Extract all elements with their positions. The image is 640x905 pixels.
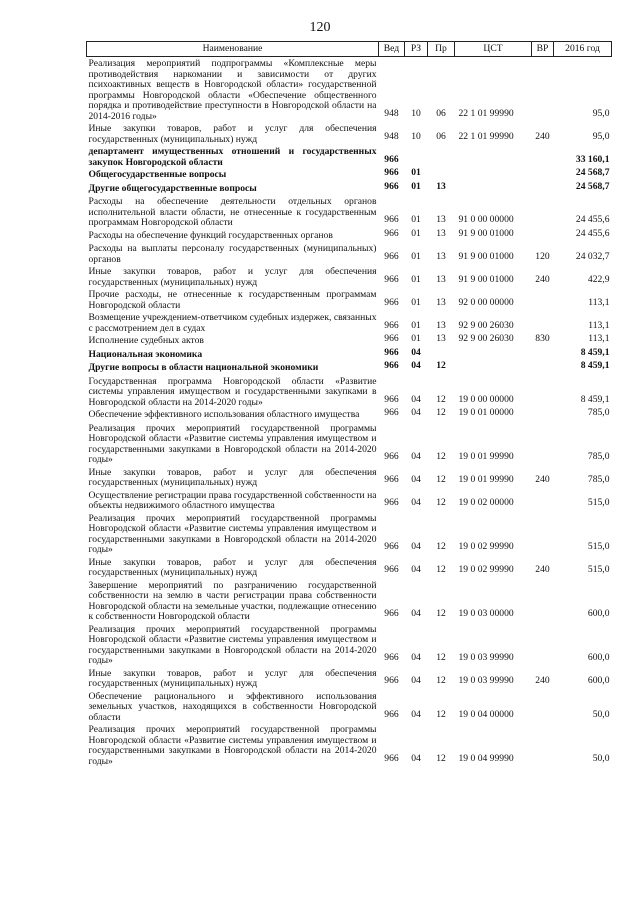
- cell-sum: 24 455,6: [575, 214, 610, 225]
- cell-name: Реализация прочих мероприятий государственной программы Новгородской области «Развитие системы управления имуществом и государственными закупками в Новгородской области на 2014-2020 годы»: [88, 512, 377, 555]
- cell-rz: 10: [411, 107, 421, 119]
- cell-rz: 01: [411, 319, 421, 331]
- cell-vr: [532, 348, 554, 362]
- cell-rz: 04: [411, 541, 421, 552]
- cell-sum: 8 459,1: [580, 360, 610, 371]
- cell-vr: [532, 145, 554, 168]
- cell-cst: 19 0 04 00000: [458, 708, 514, 720]
- cell-ved: 966: [384, 497, 399, 508]
- cell-name: департамент имущественных отношений и государственных закупок Новгородской области: [88, 146, 377, 168]
- cell-rz: 04: [411, 564, 421, 575]
- cell-pr: 13: [436, 180, 446, 192]
- cell-vr: 240: [535, 130, 550, 142]
- cell-ved: 966: [384, 333, 399, 344]
- cell-cst: 92 9 00 26030: [458, 319, 514, 331]
- header-cst: ЦСТ: [455, 42, 532, 57]
- cell-pr: 12: [436, 360, 446, 371]
- cell-rz: 04: [411, 708, 421, 720]
- cell-rz: 04: [411, 752, 421, 764]
- cell-ved: 966: [384, 393, 399, 405]
- cell-vr: [532, 408, 554, 422]
- cell-ved: 966: [384, 474, 399, 485]
- cell-sum: 600,0: [587, 652, 610, 663]
- cell-vr: [532, 168, 554, 182]
- table-row: [87, 242, 612, 265]
- cell-rz: 04: [411, 497, 421, 508]
- cell-cst: [455, 348, 532, 362]
- cell-pr: 13: [436, 319, 446, 331]
- header-name: Наименование: [87, 42, 379, 57]
- cell-pr: [428, 168, 455, 182]
- cell-ved: 966: [384, 319, 399, 331]
- cell-ved: 966: [384, 407, 399, 418]
- table-row: [87, 311, 612, 334]
- cell-vr: 240: [535, 564, 550, 575]
- cell-name: Иные закупки товаров, работ и услуг для обеспечения государственных (муниципальных) нужд: [88, 123, 377, 145]
- cell-pr: 12: [436, 708, 446, 720]
- table-row: [87, 145, 612, 168]
- cell-name: Иные закупки товаров, работ и услуг для обеспечения государственных (муниципальных) нужд: [88, 466, 377, 488]
- cell-ved: 966: [384, 180, 399, 192]
- cell-rz: 04: [411, 451, 421, 462]
- cell-ved: 966: [384, 250, 399, 262]
- cell-cst: 19 0 02 99990: [458, 541, 514, 552]
- cell-name: Иные закупки товаров, работ и услуг для обеспечения государственных (муниципальных) нужд: [88, 667, 377, 689]
- cell-cst: 19 0 01 99990: [458, 474, 514, 485]
- cell-pr: [428, 348, 455, 362]
- cell-sum: 95,0: [592, 130, 610, 142]
- cell-cst: 91 9 00 01000: [458, 227, 514, 239]
- cell-name: Прочие расходы, не отнесенные к государственным программам Новгородской области: [88, 289, 377, 311]
- cell-vr: 120: [535, 250, 550, 262]
- cell-pr: 13: [436, 214, 446, 225]
- cell-cst: 19 0 04 99990: [458, 752, 514, 764]
- cell-name: Иные закупки товаров, работ и услуг для обеспечения государственных (муниципальных) нужд: [88, 556, 377, 578]
- table-row: [87, 168, 612, 182]
- cell-sum: 24 568,7: [575, 167, 610, 178]
- cell-vr: [532, 311, 554, 334]
- cell-rz: 04: [411, 393, 421, 405]
- cell-rz: [405, 145, 428, 168]
- cell-ved: 966: [384, 214, 399, 225]
- cell-sum: 95,0: [592, 107, 610, 119]
- table-row: [87, 489, 612, 512]
- cell-name: Реализация прочих мероприятий государственной программы Новгородской области «Развитие системы управления имуществом и государственными закупками в Новгородской области на 2014-2020 годы»: [88, 623, 377, 666]
- cell-pr: 13: [436, 333, 446, 344]
- cell-ved: 966: [384, 296, 399, 308]
- cell-sum: 515,0: [587, 541, 610, 552]
- cell-rz: 01: [411, 333, 421, 344]
- cell-vr: 240: [535, 675, 550, 686]
- cell-name: Государственная программа Новгородской области «Развитие системы управления имуществом и государственными закупками в Новгородской области на 2014-2020 годы»: [88, 375, 377, 408]
- cell-vr: [532, 361, 554, 375]
- cell-name: Расходы на обеспечение деятельности отдельных органов исполнительной власти области, не отнесенные к государственным программам Новгородской области: [88, 196, 377, 228]
- cell-sum: 8 459,1: [580, 346, 610, 358]
- cell-cst: 19 0 02 99990: [458, 564, 514, 575]
- cell-vr: 240: [535, 474, 550, 485]
- header-vr: ВР: [532, 42, 554, 57]
- cell-name: Другие вопросы в области национальной экономики: [88, 362, 319, 373]
- cell-sum: 24 032,7: [575, 250, 610, 262]
- table-row: [87, 375, 612, 409]
- cell-pr: 13: [436, 250, 446, 262]
- cell-ved: 966: [384, 346, 399, 358]
- page-number: 120: [309, 20, 331, 35]
- cell-rz: 04: [411, 675, 421, 686]
- cell-cst: 19 0 01 99990: [458, 451, 514, 462]
- table-row: [87, 512, 612, 556]
- cell-cst: 22 1 01 99990: [458, 107, 514, 119]
- cell-name: Общегосударственные вопросы: [88, 169, 227, 180]
- cell-ved: 948: [384, 107, 399, 119]
- cell-cst: 19 0 03 99990: [458, 675, 514, 686]
- cell-cst: 91 0 00 00000: [458, 214, 514, 225]
- cell-ved: 966: [384, 167, 399, 178]
- cell-name: Реализация прочих мероприятий государственной программы Новгородской области «Развитие системы управления имуществом и государственными закупками в Новгородской области на 2014-2020 годы»: [88, 422, 377, 465]
- cell-vr: [532, 489, 554, 512]
- cell-rz: 01: [411, 167, 421, 178]
- budget-table: [86, 41, 612, 767]
- cell-ved: 966: [384, 227, 399, 239]
- table-body: [87, 57, 612, 768]
- cell-name: Исполнение судебных актов: [88, 335, 204, 346]
- cell-rz: 04: [411, 360, 421, 371]
- cell-vr: [532, 690, 554, 724]
- cell-ved: 966: [384, 451, 399, 462]
- cell-pr: 13: [436, 296, 446, 308]
- cell-ved: 966: [384, 652, 399, 663]
- cell-cst: 19 0 00 00000: [458, 393, 514, 405]
- table-row: [87, 334, 612, 348]
- cell-name: Обеспечение рационального и эффективного использования земельных участков, находящихся в собственности Новгородской области: [88, 690, 377, 723]
- cell-vr: 240: [535, 273, 550, 285]
- header-rz: РЗ: [405, 42, 428, 57]
- header-year: 2016 год: [554, 42, 612, 57]
- table-row: [87, 195, 612, 229]
- cell-name: Расходы на обеспечение функций государственных органов: [88, 229, 333, 241]
- cell-rz: 01: [411, 273, 421, 285]
- cell-sum: 515,0: [587, 564, 610, 575]
- cell-name: Другие общегосударственные вопросы: [88, 182, 257, 194]
- table-row: [87, 361, 612, 375]
- cell-ved: 966: [384, 541, 399, 552]
- cell-vr: [532, 57, 554, 123]
- cell-name: Завершение мероприятий по разграничению государственной собственности на землю в части регистрации права собственности Новгородской области на земельные участки, подлежащие отнесению к собственности Новгородской области: [88, 579, 377, 622]
- cell-vr: [532, 375, 554, 409]
- cell-vr: [532, 512, 554, 556]
- table-row: [87, 690, 612, 724]
- cell-name: Реализация мероприятий подпрограммы «Комплексные меры противодействия наркомании и зависимости от других психоактивных веществ в Новгородской области» государственной программы Новгородской области «Обеспечение общественного порядка и противодействие преступности в Новгородской области на 2014-2016 годы»: [88, 58, 377, 122]
- table-row: [87, 229, 612, 243]
- cell-pr: [428, 145, 455, 168]
- cell-vr: [532, 422, 554, 466]
- cell-sum: 33 160,1: [575, 153, 610, 165]
- cell-ved: 948: [384, 130, 399, 142]
- cell-ved: 966: [384, 708, 399, 720]
- cell-ved: 966: [384, 360, 399, 371]
- cell-cst: [455, 361, 532, 375]
- cell-pr: 06: [436, 130, 446, 142]
- table-row: [87, 556, 612, 579]
- cell-rz: 04: [411, 608, 421, 619]
- header-ved: Вед: [379, 42, 405, 57]
- table-row: [87, 265, 612, 288]
- table-row: [87, 579, 612, 623]
- cell-pr: 12: [436, 451, 446, 462]
- cell-sum: 24 568,7: [575, 180, 610, 192]
- cell-cst: 19 0 03 99990: [458, 652, 514, 663]
- cell-rz: 01: [411, 214, 421, 225]
- cell-rz: 04: [411, 474, 421, 485]
- cell-cst: 91 9 00 01000: [458, 273, 514, 285]
- cell-rz: 04: [411, 346, 421, 358]
- cell-cst: 22 1 01 99990: [458, 130, 514, 142]
- cell-name: Национальная экономика: [88, 348, 203, 360]
- cell-cst: 19 0 01 00000: [458, 407, 514, 418]
- table-row: [87, 623, 612, 667]
- cell-ved: 966: [384, 273, 399, 285]
- cell-name: Расходы на выплаты персоналу государственных (муниципальных) органов: [88, 243, 377, 265]
- cell-sum: 24 455,6: [575, 227, 610, 239]
- cell-sum: 113,1: [588, 319, 610, 331]
- cell-ved: 966: [384, 153, 399, 165]
- cell-vr: [532, 723, 554, 767]
- cell-rz: 04: [411, 407, 421, 418]
- cell-sum: 50,0: [592, 752, 610, 764]
- cell-pr: 13: [436, 273, 446, 285]
- cell-pr: 12: [436, 474, 446, 485]
- cell-sum: 422,9: [587, 273, 610, 285]
- cell-ved: 966: [384, 752, 399, 764]
- cell-cst: [455, 168, 532, 182]
- cell-vr: [532, 288, 554, 311]
- table-row: [87, 348, 612, 362]
- table-row: [87, 422, 612, 466]
- cell-rz: 04: [411, 652, 421, 663]
- cell-cst: 19 0 03 00000: [458, 608, 514, 619]
- cell-cst: 92 9 00 26030: [458, 333, 514, 344]
- cell-pr: 12: [436, 608, 446, 619]
- cell-vr: [532, 579, 554, 623]
- table-row: [87, 288, 612, 311]
- table-row: [87, 57, 612, 123]
- cell-pr: 12: [436, 564, 446, 575]
- cell-pr: 12: [436, 541, 446, 552]
- cell-sum: 515,0: [587, 497, 610, 508]
- cell-pr: 12: [436, 652, 446, 663]
- cell-cst: [455, 182, 532, 196]
- cell-ved: 966: [384, 608, 399, 619]
- cell-ved: 966: [384, 675, 399, 686]
- table-row: [87, 122, 612, 145]
- cell-pr: 06: [436, 107, 446, 119]
- cell-cst: 91 9 00 01000: [458, 250, 514, 262]
- cell-name: Реализация прочих мероприятий государственной программы Новгородской области «Развитие системы управления имуществом и государственными закупками в Новгородской области на 2014-2020 годы»: [88, 724, 377, 767]
- cell-sum: 8 459,1: [580, 393, 610, 405]
- cell-rz: 01: [411, 227, 421, 239]
- cell-name: Иные закупки товаров, работ и услуг для обеспечения государственных (муниципальных) нужд: [88, 266, 377, 288]
- cell-sum: 785,0: [587, 451, 610, 462]
- cell-sum: 113,1: [588, 296, 610, 308]
- cell-name: Осуществление регистрации права государственной собственности на объекты недвижимого областного имущества: [88, 489, 377, 511]
- cell-sum: 785,0: [587, 474, 610, 485]
- cell-vr: [532, 623, 554, 667]
- cell-sum: 600,0: [587, 675, 610, 686]
- cell-cst: [455, 145, 532, 168]
- cell-sum: 600,0: [587, 608, 610, 619]
- cell-vr: [532, 195, 554, 229]
- cell-sum: 50,0: [592, 708, 610, 720]
- cell-sum: 113,1: [588, 333, 610, 344]
- cell-cst: 92 0 00 00000: [458, 296, 514, 308]
- cell-rz: 10: [411, 130, 421, 142]
- table-row: [87, 723, 612, 767]
- cell-ved: 966: [384, 564, 399, 575]
- cell-vr: 830: [535, 333, 550, 344]
- cell-pr: 12: [436, 497, 446, 508]
- cell-pr: 12: [436, 752, 446, 764]
- cell-sum: 785,0: [587, 407, 610, 418]
- cell-rz: 01: [411, 250, 421, 262]
- cell-name: Обеспечение эффективного использования областного имущества: [88, 409, 360, 420]
- cell-cst: 19 0 02 00000: [458, 497, 514, 508]
- cell-pr: 12: [436, 675, 446, 686]
- table-row: [87, 408, 612, 422]
- cell-pr: 12: [436, 393, 446, 405]
- header-pr: Пр: [428, 42, 455, 57]
- cell-rz: 01: [411, 296, 421, 308]
- table-row: [87, 182, 612, 196]
- cell-name: Возмещение учреждением-ответчиком судебных издержек, связанных с рассмотрением дел в судах: [88, 312, 377, 334]
- cell-vr: [532, 182, 554, 196]
- table-row: [87, 466, 612, 489]
- table-row: [87, 667, 612, 690]
- cell-pr: 13: [436, 227, 446, 239]
- table-header-row: [87, 42, 612, 57]
- cell-vr: [532, 229, 554, 243]
- cell-rz: 01: [411, 180, 421, 192]
- cell-pr: 12: [436, 407, 446, 418]
